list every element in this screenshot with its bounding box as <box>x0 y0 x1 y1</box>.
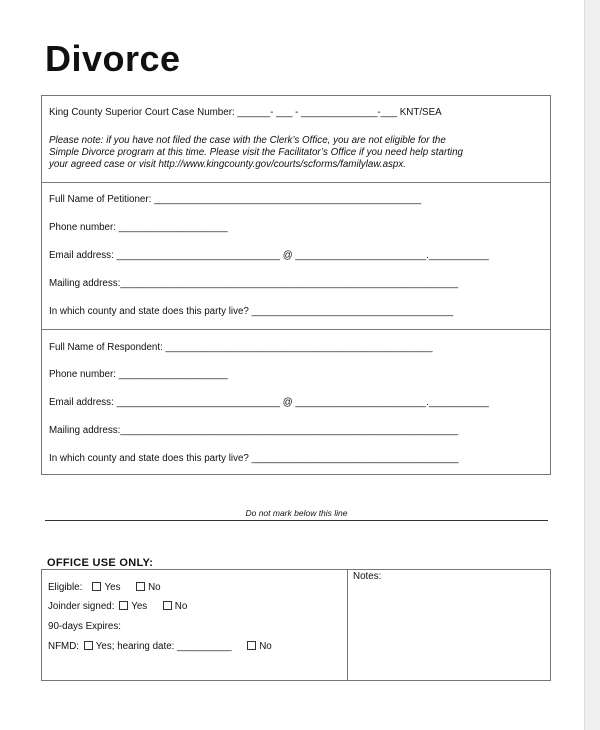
respondent-mailing-field[interactable]: Mailing address:______________________________________________________________ <box>49 425 459 436</box>
eligible-yes-checkbox[interactable] <box>92 582 101 591</box>
side-scroll-strip[interactable] <box>584 0 600 730</box>
notes-label[interactable]: Notes: <box>353 571 382 582</box>
joinder-no-checkbox[interactable] <box>163 601 172 610</box>
petitioner-phone-field[interactable]: Phone number: ____________________ <box>49 222 228 233</box>
eligibility-note-line-1: Please note: if you have not filed the case with the Clerk’s Office, you are not eligible for the <box>49 135 446 146</box>
section-divider <box>42 329 550 330</box>
page-title: Divorce <box>45 38 181 79</box>
eligible-no-label: No <box>148 582 161 593</box>
respondent-phone-field[interactable]: Phone number: ____________________ <box>49 369 228 380</box>
eligible-label: Eligible: <box>48 582 83 593</box>
joinder-row <box>48 601 187 612</box>
nfmd-no-label: No <box>259 641 272 652</box>
joinder-label: Joinder signed: <box>48 601 115 612</box>
office-use-heading: OFFICE USE ONLY: <box>47 557 154 569</box>
do-not-mark-line: Do not mark below this line <box>45 508 548 521</box>
respondent-county-field[interactable]: In which county and state does this party live? ______________________________________ <box>49 453 459 464</box>
petitioner-mailing-field[interactable]: Mailing address:______________________________________________________________ <box>49 278 459 289</box>
eligible-yes-label: Yes <box>104 582 121 593</box>
nfmd-yes-label: Yes; hearing date: __________ <box>95 641 232 652</box>
respondent-name-field[interactable]: Full Name of Respondent: _________________________________________________ <box>49 342 433 353</box>
eligibility-note-line-2: Simple Divorce program at this time. Please visit the Facilitator’s Office if you need help starting <box>49 147 464 158</box>
nfmd-no-checkbox[interactable] <box>247 641 256 650</box>
joinder-yes-checkbox[interactable] <box>119 601 128 610</box>
eligible-row <box>48 582 161 593</box>
petitioner-county-field[interactable]: In which county and state does this party live? _____________________________________ <box>49 306 454 317</box>
nfmd-row <box>48 641 272 652</box>
eligibility-note-line-3: your agreed case or visit http://www.kingcounty.gov/courts/scforms/familylaw.aspx. <box>49 159 407 170</box>
petitioner-email-field[interactable]: Email address: ______________________________ @ ________________________.___________ <box>49 250 489 261</box>
joinder-yes-label: Yes <box>131 601 148 612</box>
section-divider <box>42 182 550 183</box>
office-use-box <box>41 569 551 681</box>
ninety-days-expires-label[interactable]: 90-days Expires: <box>48 621 121 632</box>
notes-divider <box>347 570 348 680</box>
nfmd-yes-checkbox[interactable] <box>84 641 93 650</box>
respondent-email-field[interactable]: Email address: ______________________________ @ ________________________.___________ <box>49 397 489 408</box>
case-number-line[interactable]: King County Superior Court Case Number: ______- ___ - ______________-___ KNT/SEA <box>49 107 442 118</box>
eligible-no-checkbox[interactable] <box>136 582 145 591</box>
joinder-no-label: No <box>174 601 188 612</box>
nfmd-label: NFMD: <box>48 641 80 652</box>
petitioner-name-field[interactable]: Full Name of Petitioner: _________________________________________________ <box>49 194 422 205</box>
applicant-info-box <box>41 95 551 475</box>
